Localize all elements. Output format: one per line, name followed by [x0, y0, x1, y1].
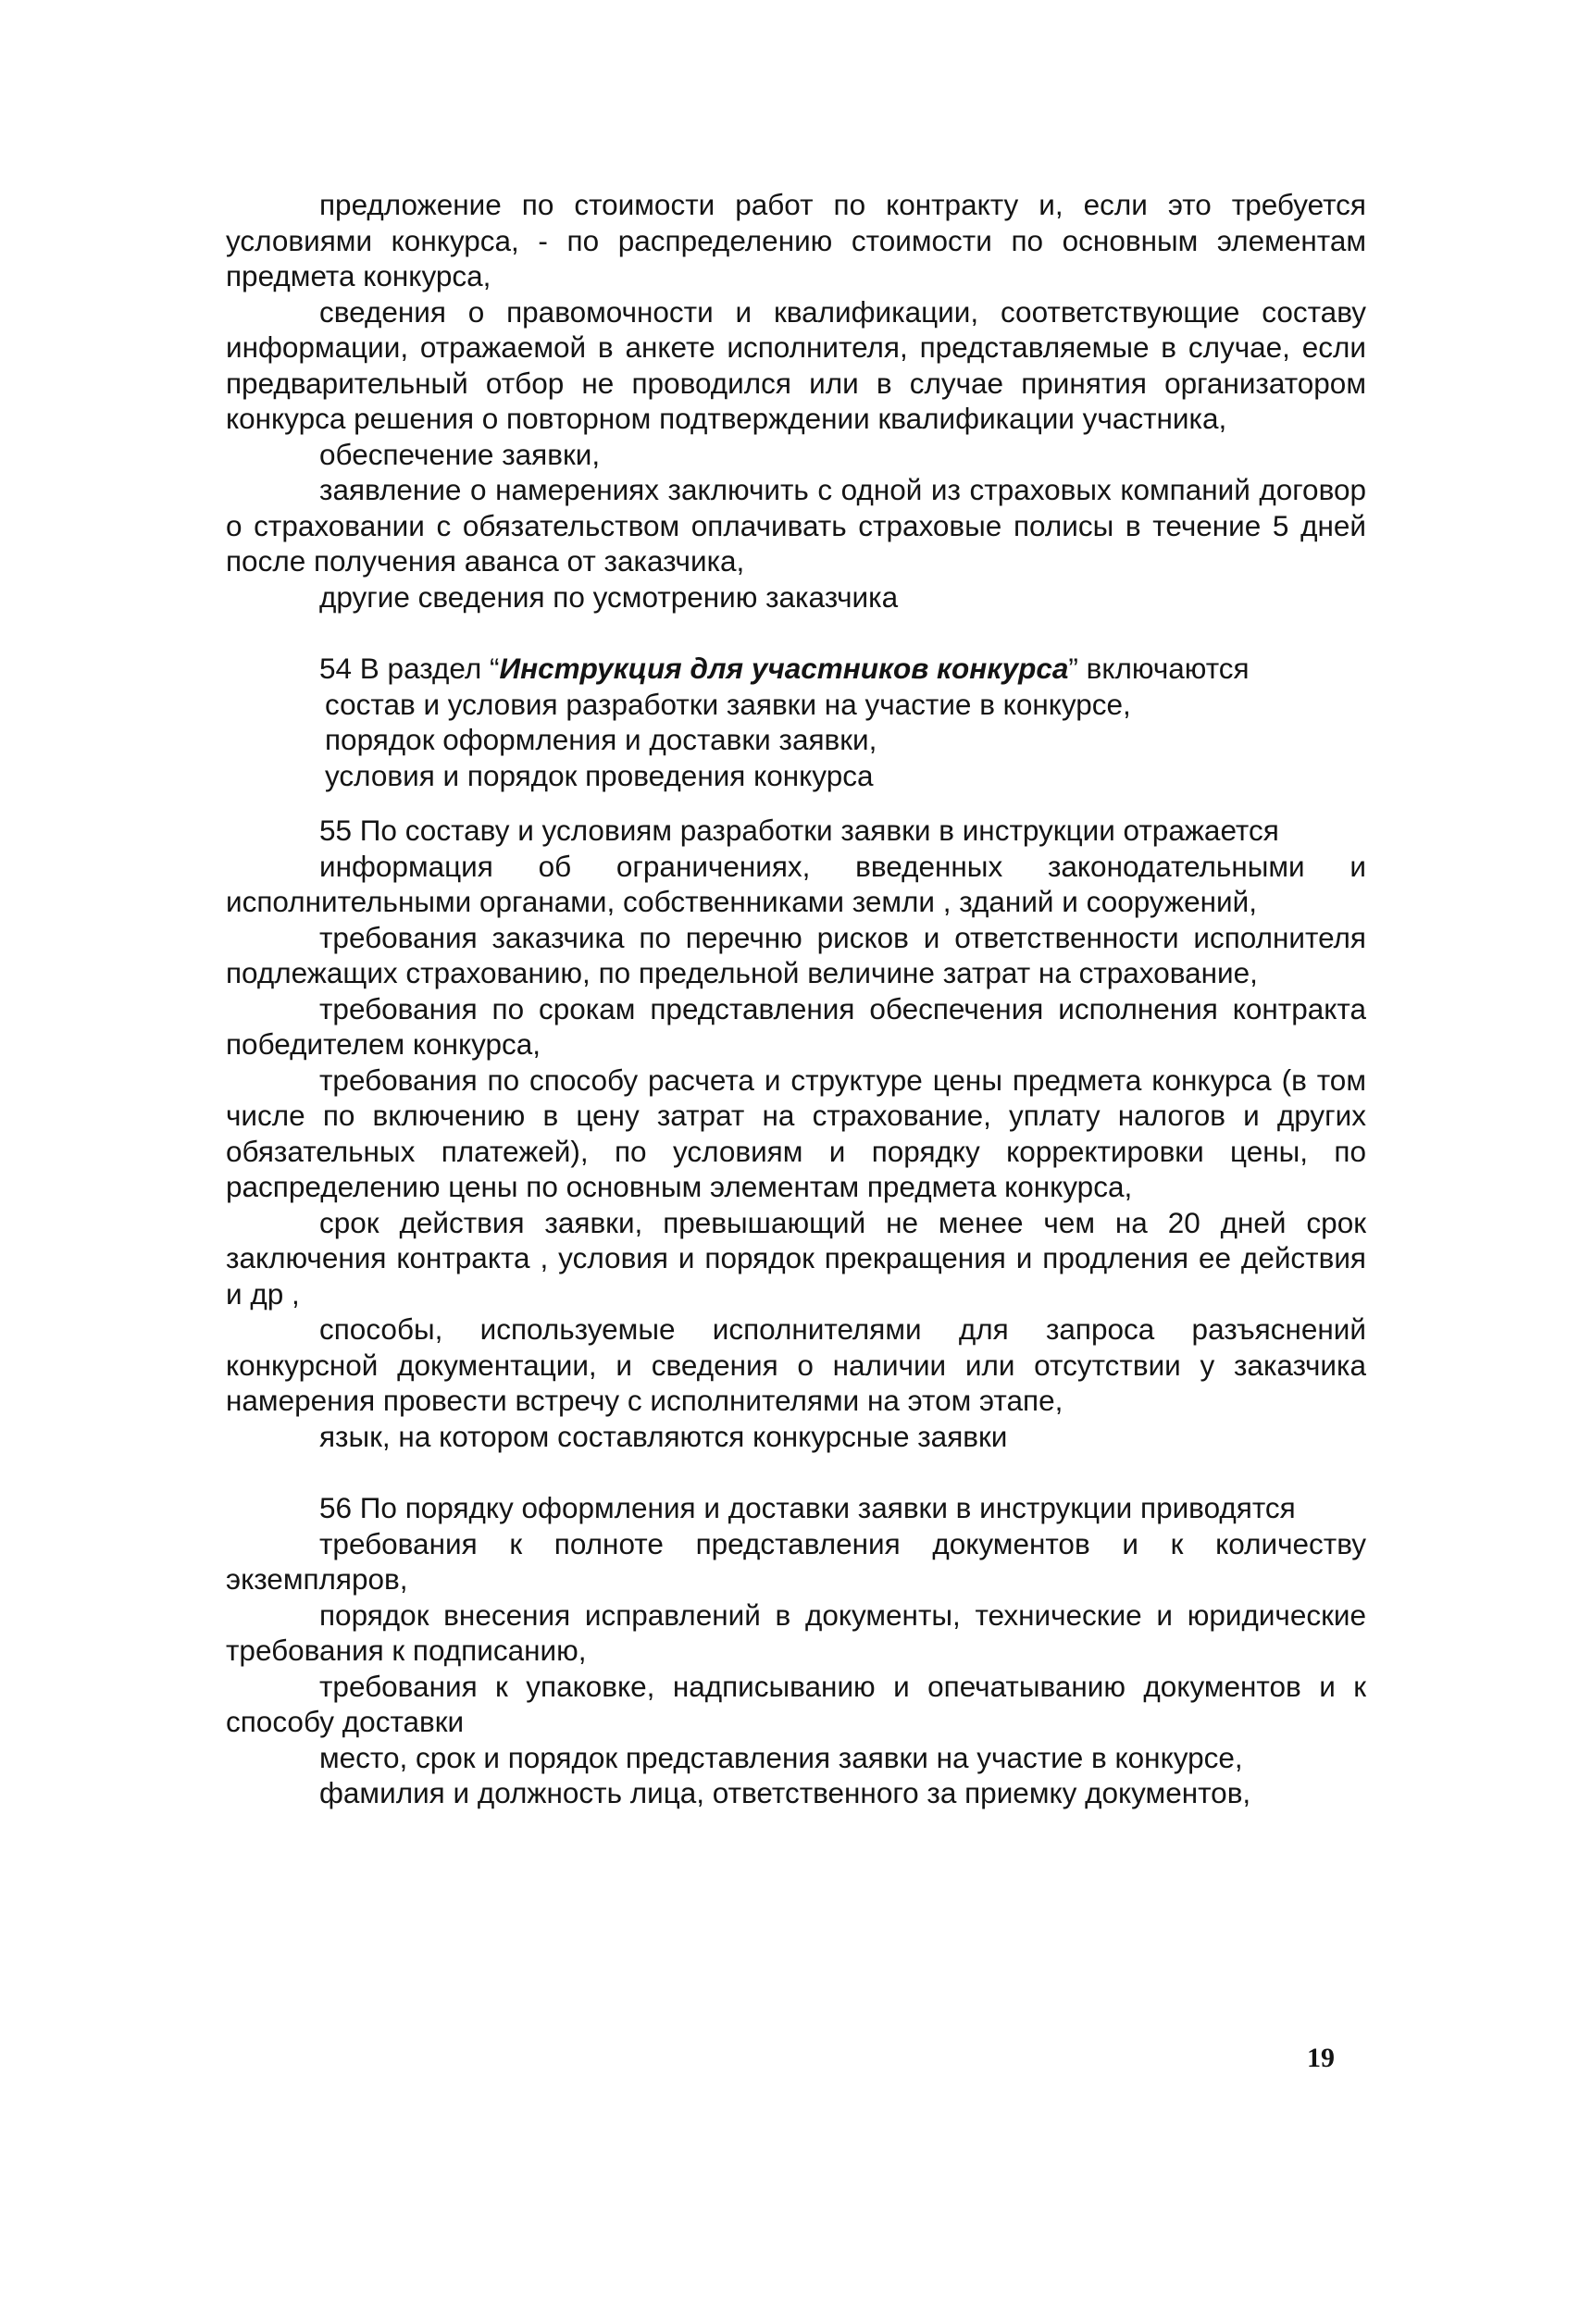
spacer — [226, 793, 1366, 813]
section-55-item: требования по срокам представления обеспечения исполнения контракта победителем конкурса, — [226, 991, 1366, 1061]
section-54-item: порядок оформления и доставки заявки, — [325, 723, 877, 756]
section-55-item: требования заказчика по перечню рисков и ответственности исполнителя подлежащих страхованию, по предельной величине затрат на страхование, — [226, 920, 1366, 989]
section-56-item: место, срок и порядок представления заявки на участие в конкурсе, — [319, 1740, 1243, 1774]
body-text — [226, 187, 1366, 1811]
paragraph-bid-security: обеспечение заявки, — [319, 437, 601, 471]
section-56-item: порядок внесения исправлений в документы, технические и юридические требования к подписанию, — [226, 1597, 1366, 1667]
section-55-item: способы, используемые исполнителями для запроса разъяснений конкурсной документации, и сведения о наличии или отсутствии у заказчика намерения провести встречу с исполнителями на этом этапе, — [226, 1312, 1366, 1417]
section-54-title: Инструкция для участников конкурса — [499, 652, 1069, 685]
section-54-item: условия и порядок проведения конкурса — [325, 758, 874, 792]
section-54 — [226, 651, 1366, 793]
paragraph-price-offer: предложение по стоимости работ по контракту и, если это требуется условиями конкурса, - по распределению стоимости по основным элементам предмета конкурса, — [226, 188, 1366, 292]
paragraph-insurance-statement: заявление о намерениях заключить с одной из страховых компаний договор о страховании с обязательством оплачивать страховые полисы в течение 5 дней после получения аванса от заказчика, — [226, 473, 1366, 578]
spacer — [226, 615, 1366, 651]
section-55-heading: 55 По составу и условиям разработки заявки в инструкции отражается — [319, 814, 1279, 847]
section-55-item: информация об ограничениях, введенных законодательными и исполнительными органами, собственниками земли , зданий и сооружений, — [226, 849, 1366, 918]
section-56-item: требования к полноте представления документов и к количеству экземпляров, — [226, 1526, 1366, 1596]
section-55-heading-block — [226, 813, 1366, 849]
section-54-item: состав и условия разработки заявки на участие в конкурсе, — [325, 687, 1131, 721]
spacer — [226, 1454, 1366, 1490]
paragraph-other-info: другие сведения по усмотрению заказчика — [319, 579, 899, 614]
section-55-item: требования по способу расчета и структуре цены предмета конкурса (в том числе по включению в цену затрат на страхование, уплату налогов и других обязательных платежей), по условиям и порядку корректировки цены, по распределению цены по основным элементам предмета конкурса, — [226, 1063, 1366, 1203]
section-56-item: требования к упаковке, надписыванию и опечатыванию документов и к способу доставки — [226, 1669, 1366, 1738]
page-number: 19 — [1307, 2043, 1335, 2073]
paragraph-qualification: сведения о правомочности и квалификации, соответствующие составу информации, отражаемой в анкете исполнителя, представляемые в случае, если предварительный отбор не проводился или в случае принятия организатором конкурса решения о повторном подтверждении квалификации участника, — [226, 294, 1366, 435]
section-56-heading: 56 По порядку оформления и доставки заявки в инструкции приводятся — [319, 1491, 1296, 1524]
section-54-heading: 54 В раздел “Инструкция для участников конкурса” включаются — [319, 652, 1250, 685]
section-55-item: язык, на котором составляются конкурсные заявки — [319, 1419, 1008, 1453]
section-56-item: фамилия и должность лица, ответственного за приемку документов, — [319, 1776, 1251, 1809]
section-55-item: срок действия заявки, превышающий не менее чем на 20 дней срок заключения контракта , условия и порядок прекращения и продления ее действия и др , — [226, 1205, 1366, 1311]
